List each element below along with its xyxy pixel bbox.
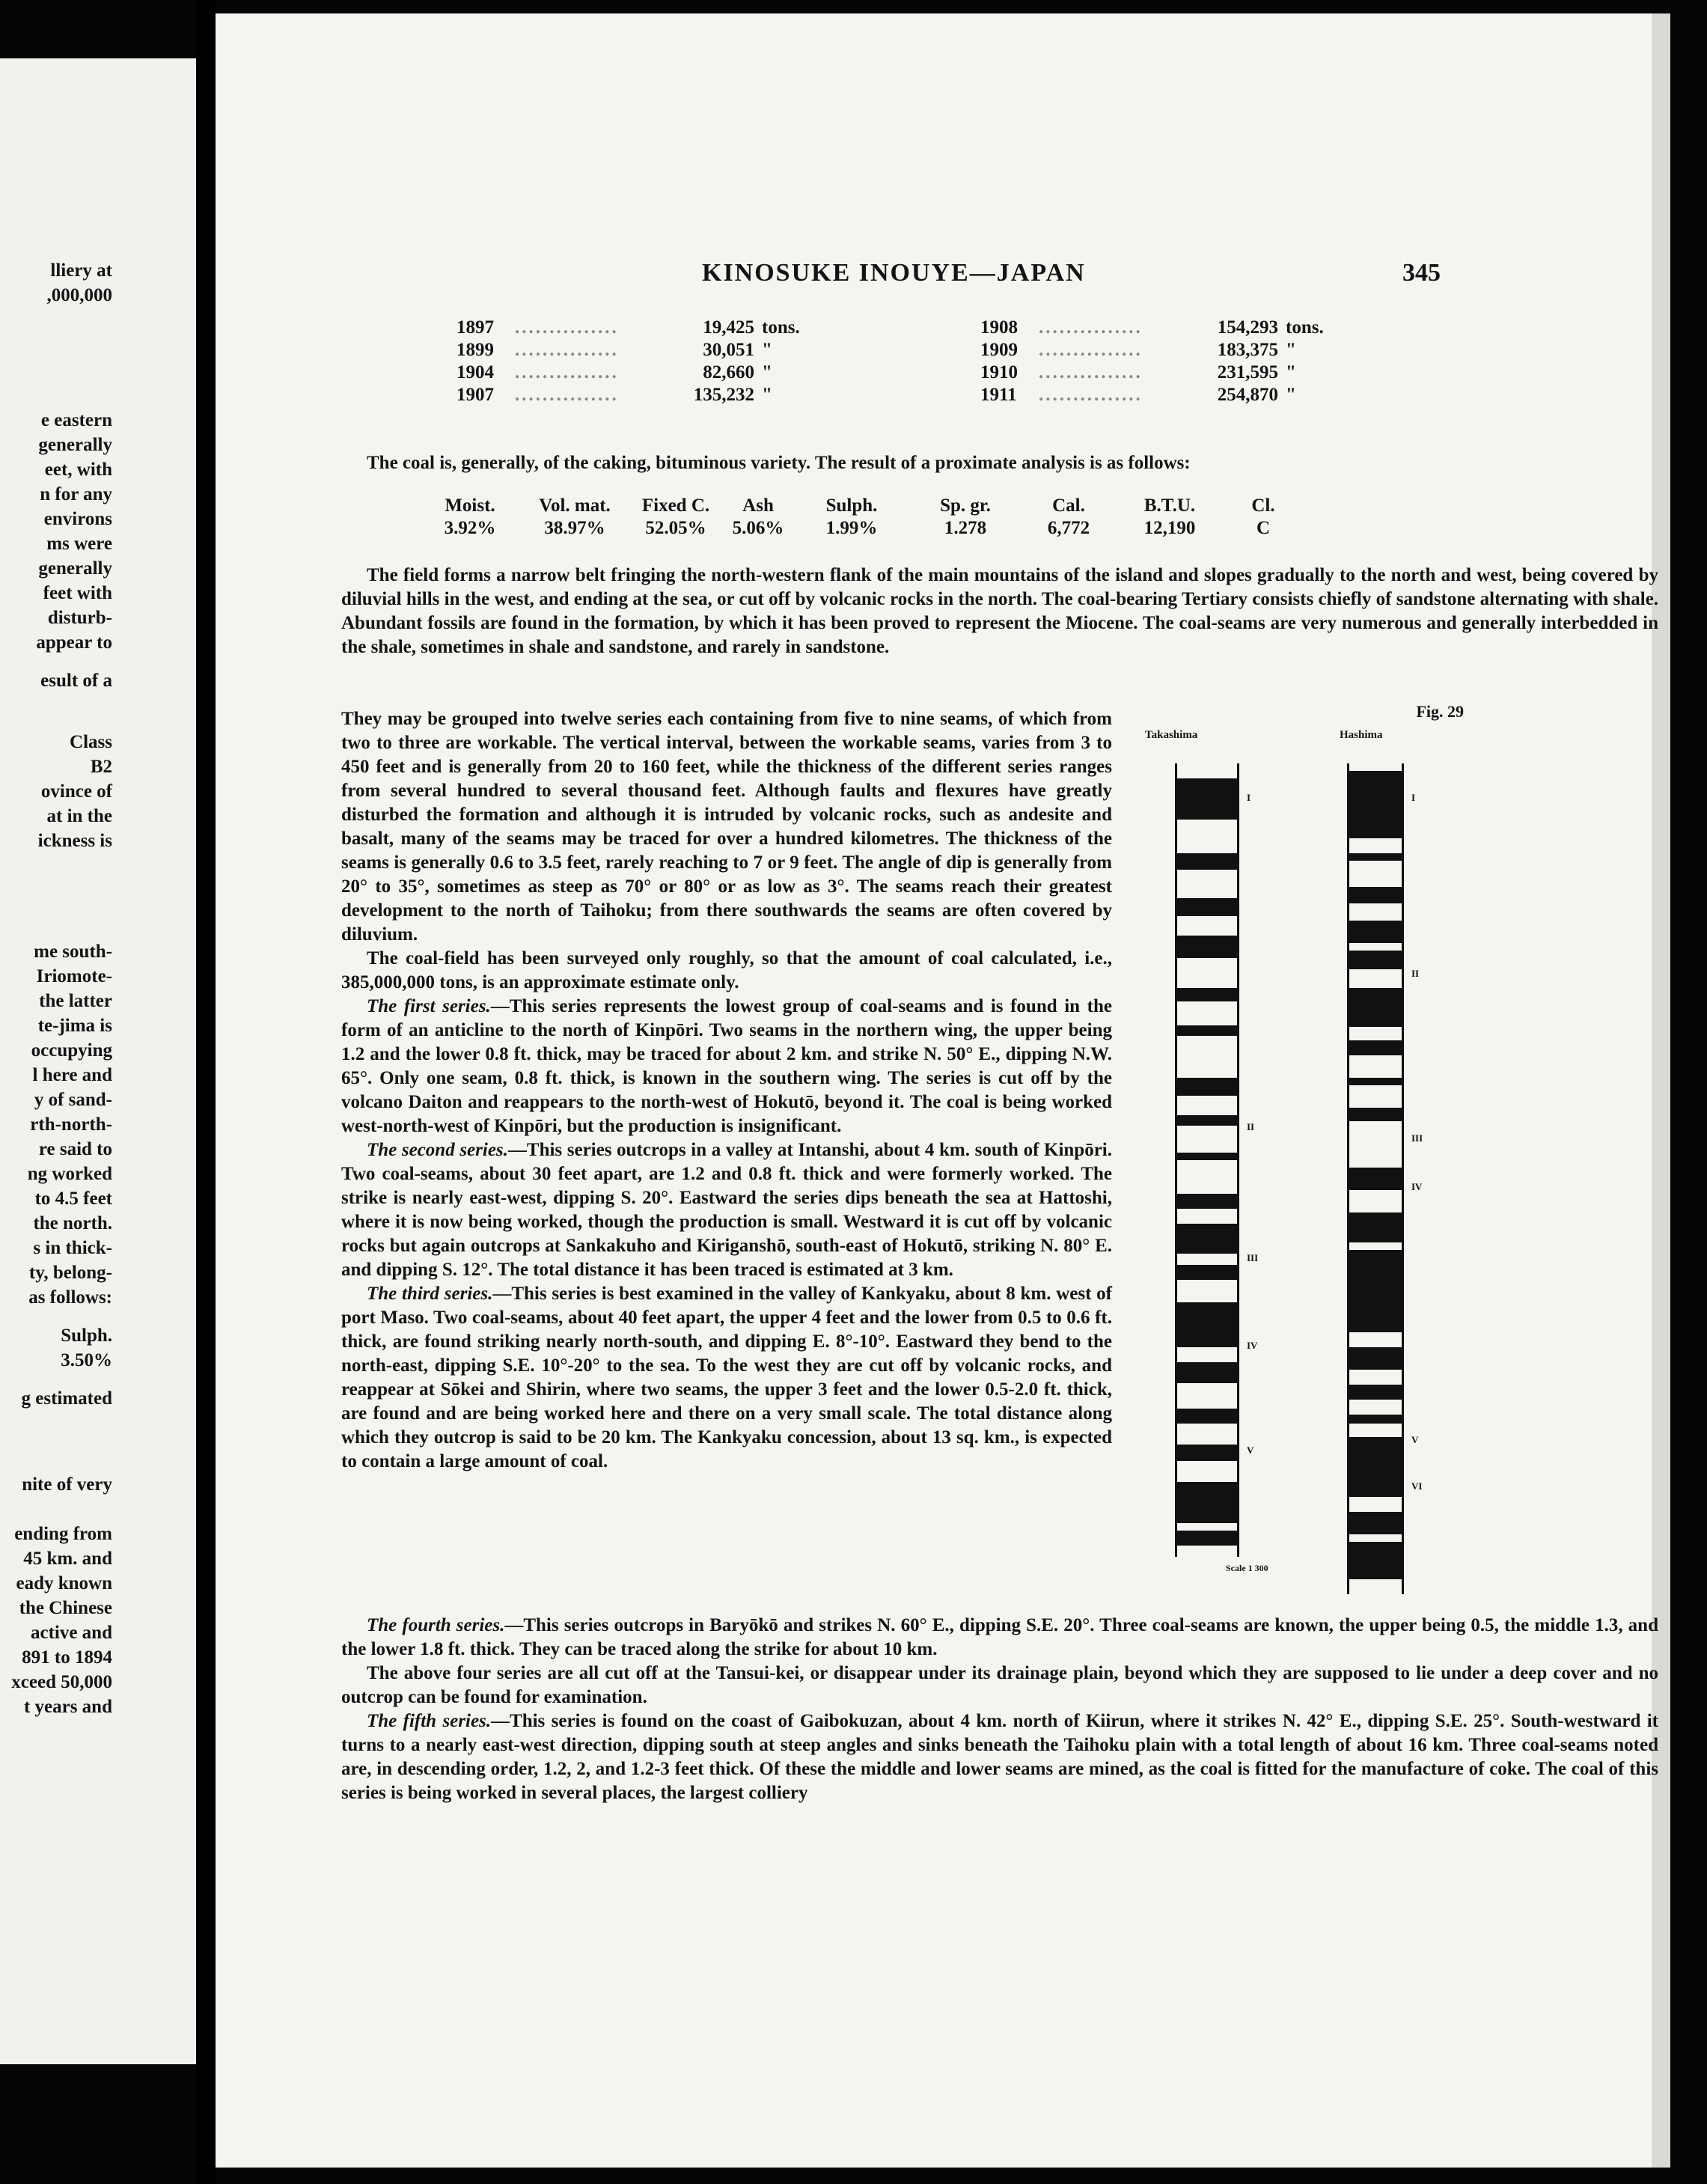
analysis-col-sulph <box>799 495 904 540</box>
coal-seam-band <box>1349 1213 1402 1242</box>
field-paragraph-text: The field forms a narrow belt fringing the north-western flank of the main mountains of the island and slopes gradually to the north and west, being covered by diluvial hills in the west, and ending at the sea, or cut off by volcanic rocks in the north. The coal-bearing Tertiary consists chiefly of sandstone alternating with shale. Abundant fossils are found in the formation, by which it has been proved to represent the Miocene. The coal-seams are very numerous and generally interbedded in the shale, sometimes in shale and sandstone, and rarely in sandstone. <box>341 565 1658 657</box>
facing-page-fragment: disturb- <box>47 608 112 628</box>
seam-label: III <box>1411 1132 1423 1144</box>
production-unit: tons. <box>1286 317 1324 338</box>
facing-page-fragment: eady known <box>16 1573 112 1593</box>
production-row <box>456 339 807 362</box>
facing-page <box>0 58 196 2064</box>
seam-label: III <box>1247 1252 1259 1263</box>
field-paragraph-cont: They may be grouped into twelve series each containing from five to nine seams, of which from two to three are workable. The vertical interval, between the workable seams, varies from 3 to 450 feet and is generally from 20 to 160 feet, while the thickness of the different series ranges from several hundred to several thousand feet. Although faults and flexures have greatly disturbed the formation and although it is intruded by volcanic rocks, such as andesite and basalt, many of the seams may be traced for over a hundred kilometres. The thickness of the seams is generally 0.6 to 3.5 feet, rarely reaching to 7 or 9 feet. The angle of dip is generally from 20° to 35°, sometimes as steep as 70° or 80° or as low as 3°. The seams reach their greatest development to the north of Taihoku; from there southwards the seams are often covered by diluvium. <box>341 709 1112 945</box>
facing-page-fragment: re said to <box>38 1139 112 1159</box>
series-label: The third series. <box>367 1284 493 1304</box>
coal-seam-band <box>1177 1531 1237 1546</box>
coal-seam-band <box>1177 1445 1237 1461</box>
analysis-value: 3.92% <box>444 518 496 538</box>
coal-intro-text: The coal is, generally, of the caking, bituminous variety. The result of a proximate analysis is as follows: <box>367 453 1191 473</box>
coal-seam-band <box>1177 898 1237 916</box>
production-table-left <box>456 317 807 406</box>
coal-seam-band <box>1177 936 1237 958</box>
page-number: 345 <box>1402 259 1441 287</box>
coal-seam-band <box>1349 1542 1402 1579</box>
facing-page-fragment: ending from <box>14 1524 112 1544</box>
production-row <box>980 317 1331 339</box>
analysis-header: Cl. <box>1251 495 1275 516</box>
right-column-title: Hashima <box>1340 729 1383 741</box>
leader-dots: ............... <box>1039 385 1143 405</box>
coal-seam-band <box>1349 921 1402 943</box>
facing-page-fragment: e eastern <box>40 410 112 430</box>
facing-page-fragment: at in the <box>46 806 112 826</box>
facing-page-fragment: 3.50% <box>61 1350 112 1370</box>
production-row <box>456 384 807 406</box>
leader-dots: ............... <box>515 317 619 338</box>
field-paragraph <box>341 564 1658 659</box>
coal-seam-band <box>1349 1108 1402 1121</box>
above-four-paragraph: The above four series are all cut off at the Tansui-kei, or disappear under its drainage plain, beyond which they are supposed to lie under a deep cover and no outcrop can be found for examination. <box>341 1663 1658 1707</box>
production-value: 154,293 <box>1217 317 1278 338</box>
figure-29 <box>1129 702 1473 1615</box>
facing-page-fragment: Sulph. <box>61 1326 112 1346</box>
production-year: 1908 <box>980 317 1018 338</box>
facing-page-fragment: as follows: <box>28 1287 112 1308</box>
coal-seam-band <box>1177 1224 1237 1254</box>
analysis-header: Fixed C. <box>641 495 710 516</box>
page <box>216 13 1670 2168</box>
coal-seam-band <box>1349 1512 1402 1534</box>
facing-page-fragment: Class <box>70 732 112 752</box>
facing-page-fragment: lliery at <box>50 260 112 281</box>
production-unit: " <box>762 340 772 360</box>
production-value: 254,870 <box>1217 385 1278 405</box>
facing-page-fragment: feet with <box>43 583 112 603</box>
facing-page-fragment: esult of a <box>40 671 112 691</box>
coal-seam-band <box>1349 887 1402 903</box>
left-column-title: Takashima <box>1145 729 1198 741</box>
production-value: 19,425 <box>703 317 754 338</box>
facing-page-fragment: ,000,000 <box>46 285 112 305</box>
series-text: —This series is found on the coast of Gaibokuzan, about 4 km. north of Kiirun, where it strikes N. 42° E., dipping S.E. 25°. South-westward it turns to a nearly east-west direction, dipping south at steep angles and sinks beneath the Taihoku plain with a total length of about 16 km. Three coal-seams noted are, in descending order, 1.2, 2, and 1.2-3 feet thick. Of these the middle and lower seams are mined, as the coal is fitted for the manufacture of coke. The coal of this series is being worked in several places, the largest colliery <box>341 1711 1658 1803</box>
analysis-value: 38.97% <box>544 518 605 538</box>
production-year: 1899 <box>456 340 494 360</box>
leader-dots: ............... <box>515 362 619 382</box>
facing-page-fragment: active and <box>30 1623 112 1643</box>
facing-page-fragment: g estimated <box>21 1388 112 1409</box>
production-row <box>980 362 1331 384</box>
analysis-value: 5.06% <box>732 518 784 538</box>
analysis-col-cal <box>1016 495 1121 540</box>
coal-seam-band <box>1349 1415 1402 1424</box>
seam-label: I <box>1247 792 1251 803</box>
facing-page-fragment: t years and <box>23 1697 112 1717</box>
coal-seam-band <box>1349 1078 1402 1085</box>
production-year: 1904 <box>456 362 494 382</box>
production-unit: " <box>1286 385 1296 405</box>
wide-column <box>341 1614 1658 1805</box>
coal-seam-band <box>1177 1362 1237 1383</box>
seam-label: V <box>1247 1445 1254 1456</box>
coal-seam-band <box>1349 1385 1402 1400</box>
analysis-value: 52.05% <box>645 518 706 538</box>
production-unit: " <box>762 362 772 382</box>
facing-page-fragment: generally <box>38 558 112 579</box>
fifth-series-paragraph <box>341 1709 1658 1805</box>
narrow-column <box>341 707 1112 1474</box>
analysis-value: 1.99% <box>825 518 878 538</box>
analysis-col-moist <box>418 495 522 540</box>
analysis-col-ash <box>706 495 810 540</box>
seam-label: II <box>1247 1121 1255 1132</box>
analysis-value: 12,190 <box>1143 518 1196 538</box>
production-year: 1907 <box>456 385 494 405</box>
leader-dots: ............... <box>1039 362 1143 382</box>
coal-seam-band <box>1177 1153 1237 1160</box>
surveyed-paragraph: The coal-field has been surveyed only roughly, so that the amount of coal calculated, i.e., 385,000,000 tons, is an approximate estimate only. <box>341 948 1112 992</box>
facing-page-fragment: te-jima is <box>37 1016 112 1036</box>
running-head: KINOSUKE INOUYE—JAPAN <box>702 259 1086 287</box>
production-year: 1909 <box>980 340 1018 360</box>
production-row <box>456 362 807 384</box>
coal-seam-band <box>1349 988 1402 1010</box>
production-value: 135,232 <box>693 385 754 405</box>
analysis-col-btu <box>1117 495 1222 540</box>
facing-page-fragment: ms were <box>46 534 112 554</box>
coal-seam-band <box>1177 1078 1237 1096</box>
facing-page-fragment: me south- <box>34 942 112 962</box>
coal-seam-band <box>1177 988 1237 1001</box>
facing-page-fragment: 891 to 1894 <box>22 1647 112 1668</box>
coal-seam-band <box>1349 1010 1402 1027</box>
seam-label: IV <box>1411 1181 1423 1192</box>
coal-seam-band <box>1177 1025 1237 1036</box>
facing-page-fragment: 45 km. and <box>23 1549 112 1569</box>
analysis-header: Ash <box>742 495 774 516</box>
series-label: The first series. <box>367 996 491 1016</box>
book-gutter <box>196 0 216 2184</box>
coal-seam-band <box>1177 1194 1237 1209</box>
coal-seam-band <box>1349 853 1402 861</box>
facing-page-fragment: Iriomote- <box>36 966 112 986</box>
production-unit: " <box>1286 362 1296 382</box>
series-text: —This series outcrops in a valley at Intanshi, about 4 km. south of Kinpōri. Two coal-seams, about 30 feet apart, are 1.2 and 0.8 ft. thick and were formerly worked. The strike is nearly east-west, dipping S. 20°. Eastward the series dips beneath the sea at Hattoshi, where it is now being worked, though the production is small. Westward it is cut off by volcanic rocks but again outcrops at Sankakuho and Kiriganshō, south-east of Hokutō, striking N. 80° E. and dipping S. 12°. The total distance it has been traced is estimated at 3 km. <box>341 1140 1112 1280</box>
production-year: 1911 <box>980 385 1017 405</box>
coal-seam-band <box>1177 1302 1237 1347</box>
production-year: 1910 <box>980 362 1018 382</box>
production-year: 1897 <box>456 317 494 338</box>
leader-dots: ............... <box>1039 317 1143 338</box>
coal-seam-band <box>1177 853 1237 870</box>
analysis-col-class <box>1211 495 1316 540</box>
facing-page-fragment: occupying <box>31 1040 112 1061</box>
coal-seam-band <box>1177 1409 1237 1424</box>
facing-page-fragment: the Chinese <box>19 1598 112 1618</box>
facing-page-fragment: y of sand- <box>34 1090 112 1110</box>
analysis-value: 1.278 <box>944 518 987 538</box>
figure-scale: Scale 1 300 <box>1226 1563 1268 1573</box>
facing-page-fragment: eet, with <box>44 460 112 480</box>
coal-seam-band <box>1349 951 1402 969</box>
facing-page-fragment: n for any <box>40 484 112 504</box>
coal-seam-band <box>1349 1250 1402 1332</box>
coal-seam-band <box>1177 1115 1237 1126</box>
coal-seam-band <box>1349 1168 1402 1190</box>
production-value: 183,375 <box>1217 340 1278 360</box>
series-label: The fifth series. <box>367 1711 492 1731</box>
production-unit: tons. <box>762 317 800 338</box>
seam-label: I <box>1411 792 1416 803</box>
facing-page-fragment: generally <box>38 435 112 455</box>
section-column-hashima <box>1347 763 1404 1594</box>
production-unit: " <box>1286 340 1296 360</box>
analysis-header: Sp. gr. <box>940 495 991 516</box>
leader-dots: ............... <box>515 340 619 360</box>
production-value: 82,660 <box>703 362 754 382</box>
seam-label: V <box>1411 1434 1419 1445</box>
production-value: 231,595 <box>1217 362 1278 382</box>
facing-page-fragment: the latter <box>39 991 112 1011</box>
page-edge <box>1652 13 1670 2168</box>
coal-seam-band <box>1349 1347 1402 1370</box>
analysis-value: 6,772 <box>1047 518 1090 538</box>
coal-seam-band <box>1349 1040 1402 1055</box>
facing-page-fragment: ickness is <box>37 831 112 851</box>
facing-page-fragment: the north. <box>33 1213 112 1233</box>
facing-page-fragment: appear to <box>36 632 112 653</box>
third-series-paragraph <box>341 1282 1112 1474</box>
figure-number: Fig. 29 <box>1416 702 1464 721</box>
seam-label: VI <box>1411 1480 1423 1492</box>
series-text: —This series represents the lowest group of coal-seams and is found in the form of an anticline to the north of Kinpōri. Two seams in the northern wing, the upper being 1.2 and the lower 0.8 ft. thick, may be traced for about 2 km. and strike N. 50° E., dipping N.W. 65°. Only one seam, 0.8 ft. thick, is known in the southern wing. The series is cut off by the volcano Daiton and reappears to the north-west of Hokutō, beyond it. The coal is being worked west-north-west of Kinpōri, but the production is insignificant. <box>341 996 1112 1136</box>
production-unit: " <box>762 385 772 405</box>
facing-page-fragment: xceed 50,000 <box>11 1672 112 1692</box>
series-label: The fourth series. <box>367 1615 505 1635</box>
production-value: 30,051 <box>703 340 754 360</box>
coal-seam-band <box>1177 1482 1237 1523</box>
series-text: —This series outcrops in Baryōkō and strikes N. 60° E., dipping S.E. 20°. Three coal-seams are known, the upper being 0.5, the middle 1.3, and the lower 1.8 ft. thick. They can be traced along the strike for about 10 km. <box>341 1615 1658 1659</box>
analysis-header: B.T.U. <box>1143 495 1196 516</box>
leader-dots: ............... <box>515 385 619 405</box>
section-column-takashima <box>1175 763 1239 1557</box>
facing-page-fragment: environs <box>43 509 112 529</box>
series-text: —This series is best examined in the valley of Kankyaku, about 8 km. west of port Maso. Two coal-seams, about 40 feet apart, the upper 4 feet and the lower from 0.5 to 0.6 ft. thick, are found striking nearly north-south, and dipping E. 8°-10°. Eastward they bend to the north-east, dipping S.E. 10°-20° to the sea. To the west they are cut off by volcanic rocks, and reappear at Sōkei and Shirin, where two seams, the upper 3 feet and the lower 0.5-2.0 ft. thick, are found and are being worked here and there on a very small scale. The total distance along which they outcrop is said to be 20 km. The Kankyaku concession, about 13 sq. km., is expected to contain a large amount of coal. <box>341 1284 1112 1471</box>
leader-dots: ............... <box>1039 340 1143 360</box>
facing-page-fragment: ng worked <box>27 1164 112 1184</box>
analysis-col-volmat <box>522 495 627 540</box>
production-table-right <box>980 317 1331 406</box>
facing-page-fragment: l here and <box>32 1065 112 1085</box>
facing-page-fragment: ty, belong- <box>28 1263 112 1283</box>
analysis-header: Vol. mat. <box>539 495 611 516</box>
second-series-paragraph <box>341 1138 1112 1282</box>
coal-intro <box>341 451 1658 475</box>
facing-page-fragment: ovince of <box>40 781 112 802</box>
seam-label: II <box>1411 968 1420 979</box>
facing-page-fragment: rth-north- <box>30 1114 112 1135</box>
fourth-series-paragraph <box>341 1614 1658 1662</box>
seam-label: IV <box>1247 1340 1258 1351</box>
analysis-header: Moist. <box>445 495 495 516</box>
analysis-value: C <box>1256 518 1271 538</box>
production-row <box>456 317 807 339</box>
production-row <box>980 339 1331 362</box>
facing-page-fragment: B2 <box>90 757 112 777</box>
facing-page-fragment: nite of very <box>22 1474 112 1495</box>
facing-page-fragment: to 4.5 feet <box>34 1189 112 1209</box>
production-row <box>980 384 1331 406</box>
series-label: The second series. <box>367 1140 508 1160</box>
coal-seam-band <box>1177 778 1237 820</box>
analysis-col-spgr <box>913 495 1018 540</box>
first-series-paragraph <box>341 995 1112 1138</box>
coal-seam-band <box>1177 1265 1237 1280</box>
coal-seam-band <box>1349 1437 1402 1497</box>
analysis-header: Cal. <box>1052 495 1085 516</box>
analysis-header: Sulph. <box>825 495 878 516</box>
coal-seam-band <box>1349 771 1402 838</box>
facing-page-fragment: s in thick- <box>33 1238 112 1258</box>
